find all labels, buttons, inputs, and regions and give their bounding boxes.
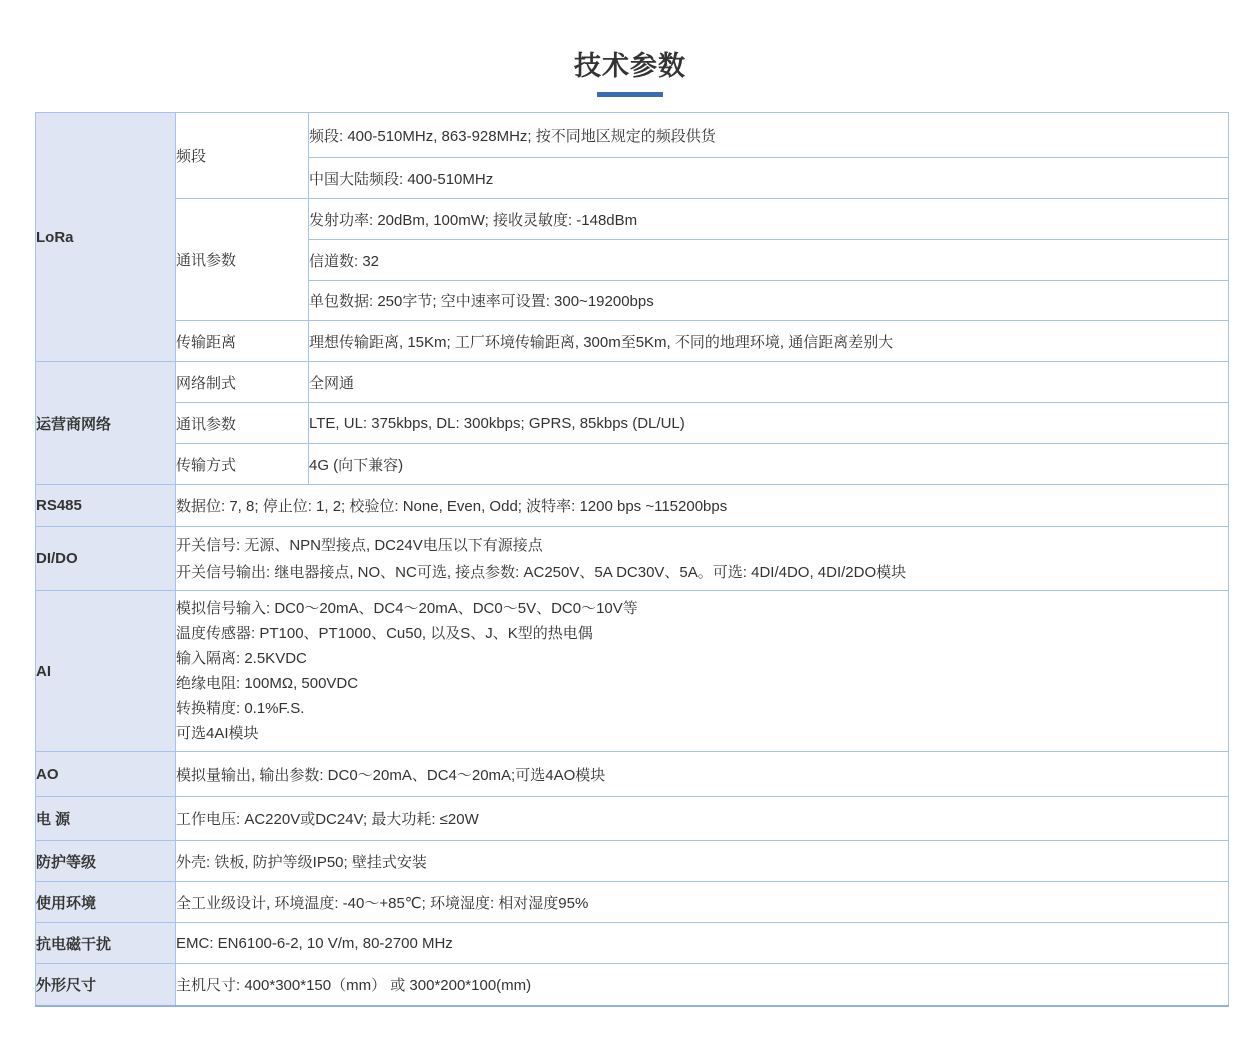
ai-line-5: 转换精度: 0.1%F.S. bbox=[176, 700, 305, 717]
param-cell-carrier-mode: 网络制式 bbox=[176, 362, 309, 403]
value-cell-lora-band-1: 频段: 400-510MHz, 863-928MHz; 按不同地区规定的频段供货 bbox=[309, 113, 1229, 158]
value-cell-carrier-trans: 4G (向下兼容) bbox=[309, 444, 1229, 485]
value-cell-dido bbox=[176, 527, 1229, 591]
category-cell-dido: DI/DO bbox=[36, 527, 176, 591]
param-cell-lora-distance: 传输距离 bbox=[176, 321, 309, 362]
category-cell-environment: 使用环境 bbox=[36, 882, 176, 923]
param-cell-lora-comm: 通讯参数 bbox=[176, 199, 309, 321]
category-cell-ai: AI bbox=[36, 591, 176, 752]
category-cell-ao: AO bbox=[36, 752, 176, 797]
ai-line-1: 模拟信号输入: DC0～20mA、DC4～20mA、DC0～5V、DC0～10V等 bbox=[176, 600, 638, 617]
param-cell-carrier-comm: 通讯参数 bbox=[176, 403, 309, 444]
category-cell-power: 电 源 bbox=[36, 797, 176, 841]
value-cell-power: 工作电压: AC220V或DC24V; 最大功耗: ≤20W bbox=[176, 797, 1229, 841]
dido-line-1: 开关信号: 无源、NPN型接点, DC24V电压以下有源接点 bbox=[176, 536, 543, 554]
category-cell-emc: 抗电磁干扰 bbox=[36, 923, 176, 964]
value-cell-lora-comm-1: 发射功率: 20dBm, 100mW; 接收灵敏度: -148dBm bbox=[309, 199, 1229, 240]
param-cell-carrier-trans: 传输方式 bbox=[176, 444, 309, 485]
title-underline-accent bbox=[597, 92, 663, 97]
ai-line-4: 绝缘电阻: 100MΩ, 500VDC bbox=[176, 675, 359, 692]
value-cell-lora-comm-3: 单包数据: 250字节; 空中速率可设置: 300~19200bps bbox=[309, 281, 1229, 321]
ai-line-2: 温度传感器: PT100、PT1000、Cu50, 以及S、J、K型的热电偶 bbox=[176, 625, 593, 642]
page-header bbox=[0, 44, 1260, 97]
value-cell-lora-comm-2: 信道数: 32 bbox=[309, 240, 1229, 281]
value-cell-ao: 模拟量输出, 输出参数: DC0～20mA、DC4～20mA;可选4AO模块 bbox=[176, 752, 1229, 797]
spec-table bbox=[35, 112, 1229, 1007]
value-cell-carrier-comm: LTE, UL: 375kbps, DL: 300kbps; GPRS, 85kbps (DL/UL) bbox=[309, 403, 1229, 444]
param-cell-lora-band: 频段 bbox=[176, 113, 309, 199]
value-cell-lora-distance: 理想传输距离, 15Km; 工厂环境传输距离, 300m至5Km, 不同的地理环境, 通信距离差别大 bbox=[309, 321, 1229, 362]
ai-line-3: 输入隔离: 2.5KVDC bbox=[176, 650, 307, 667]
dido-line-2: 开关信号输出: 继电器接点, NO、NC可选, 接点参数: AC250V、5A DC30V、5A。可选: 4DI/4DO, 4DI/2DO模块 bbox=[176, 563, 907, 581]
value-cell-carrier-mode: 全网通 bbox=[309, 362, 1229, 403]
value-cell-emc: EMC: EN6100-6-2, 10 V/m, 80-2700 MHz bbox=[176, 923, 1229, 964]
page-title: 技术参数 bbox=[574, 51, 686, 81]
value-cell-environment: 全工业级设计, 环境温度: -40～+85℃; 环境湿度: 相对湿度95% bbox=[176, 882, 1229, 923]
category-cell-protection: 防护等级 bbox=[36, 841, 176, 882]
value-cell-protection: 外壳: 铁板, 防护等级IP50; 壁挂式安装 bbox=[176, 841, 1229, 882]
value-cell-lora-band-2: 中国大陆频段: 400-510MHz bbox=[309, 158, 1229, 199]
ai-line-6: 可选4AI模块 bbox=[176, 725, 259, 742]
value-cell-dimensions: 主机尺寸: 400*300*150（mm） 或 300*200*100(mm) bbox=[176, 964, 1229, 1006]
value-cell-rs485: 数据位: 7, 8; 停止位: 1, 2; 校验位: None, Even, Odd; 波特率: 1200 bps ~115200bps bbox=[176, 485, 1229, 527]
value-cell-ai bbox=[176, 591, 1229, 752]
category-cell-carrier: 运营商网络 bbox=[36, 362, 176, 485]
category-cell-rs485: RS485 bbox=[36, 485, 176, 527]
category-cell-dimensions: 外形尺寸 bbox=[36, 964, 176, 1006]
category-cell-lora: LoRa bbox=[36, 113, 176, 362]
